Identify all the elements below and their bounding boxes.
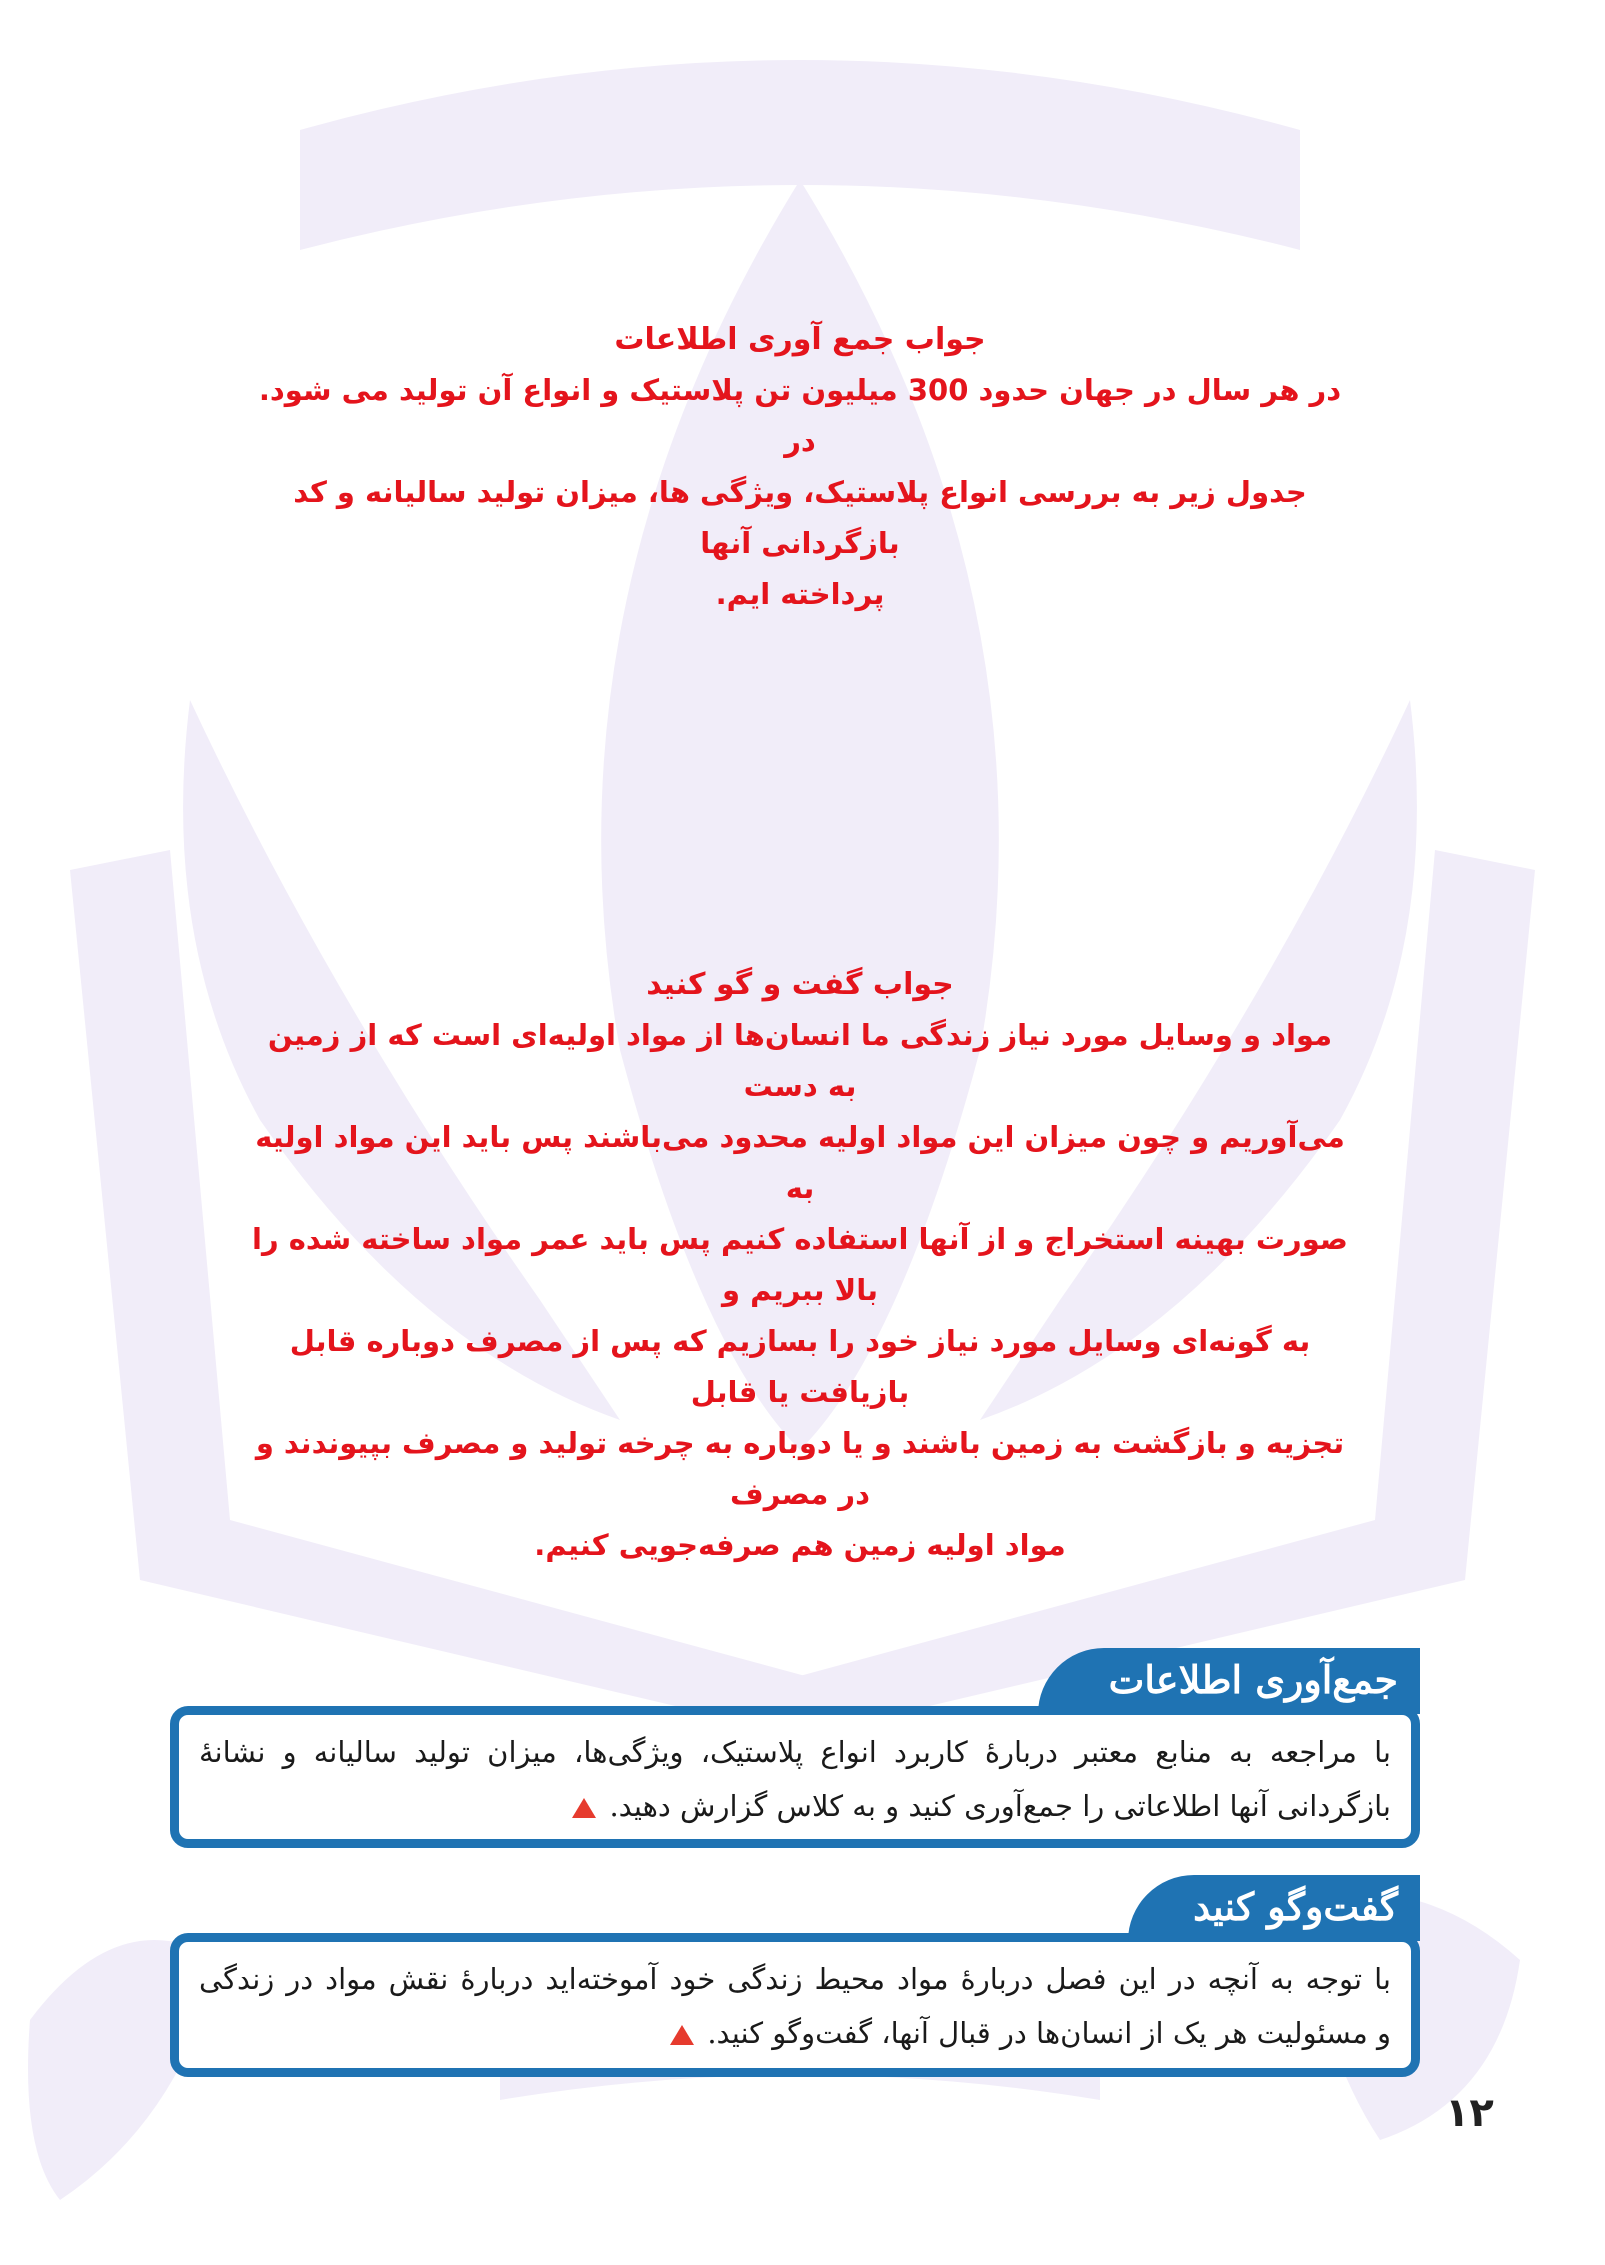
page-number: ۱۲ xyxy=(1445,2090,1494,2136)
textbook-gathering-heading: جمع‌آوری اطلاعات xyxy=(1038,1648,1420,1714)
answer-discussion-line: مواد اولیه زمین هم صرفه‌جویی کنیم. xyxy=(534,1528,1066,1562)
textbook-discussion-frame xyxy=(170,1933,1420,2077)
answer-gathering-line: در هر سال در جهان حدود 300 میلیون تن پلاستیک و انواع آن تولید می شود. در xyxy=(258,373,1342,458)
answer-discussion-line: می‌آوریم و چون میزان این مواد اولیه محدود می‌باشند پس باید این مواد اولیه به xyxy=(255,1120,1345,1205)
answer-discussion-line: مواد و وسایل مورد نیاز زندگی ما انسان‌ها از مواد اولیه‌ای است که از زمین به دست xyxy=(267,1018,1333,1103)
textbook-gathering-section xyxy=(170,1648,1420,1848)
answer-discussion-block xyxy=(250,960,1350,1571)
textbook-discussion-line: با توجه به آنچه در این فصل دربارۀ مواد محیط زندگی خود آموخته‌اید دربارۀ نقش مواد در زندگی xyxy=(199,1962,1391,1996)
textbook-discussion-section xyxy=(170,1875,1420,2075)
answer-discussion-title: جواب گفت و گو کنید xyxy=(646,967,954,1002)
answer-discussion-line: به گونه‌ای وسایل مورد نیاز خود را بسازیم که پس از مصرف دوباره قابل بازیافت یا قابل xyxy=(289,1324,1311,1409)
red-triangle-icon xyxy=(571,1797,597,1819)
textbook-gathering-line: با مراجعه به منابع معتبر دربارۀ کاربرد انواع پلاستیک، ویژگی‌ها، میزان تولید سالیانه و نشانۀ xyxy=(199,1735,1391,1769)
textbook-discussion-line-last xyxy=(199,2006,1391,2060)
answer-gathering-title: جواب جمع آوری اطلاعات xyxy=(614,322,986,357)
textbook-gathering-line-text: بازگردانی آنها اطلاعاتی را جمع‌آوری کنید و به کلاس گزارش دهید. xyxy=(609,1789,1391,1823)
textbook-gathering-frame xyxy=(170,1706,1420,1848)
textbook-discussion-heading: گفت‌وگو کنید xyxy=(1128,1875,1420,1941)
answer-gathering-block xyxy=(250,315,1350,620)
answer-discussion-line: تجزیه و بازگشت به زمین باشند و یا دوباره به چرخه تولید و مصرف بپیوندند و در مصرف xyxy=(255,1426,1345,1511)
answer-discussion-line: صورت بهینه استخراج و از آنها استفاده کنیم پس باید عمر مواد ساخته شده را بالا ببریم و xyxy=(252,1222,1348,1307)
red-triangle-icon xyxy=(669,2024,695,2046)
textbook-discussion-line-text: و مسئولیت هر یک از انسان‌ها در قبال آنها، گفت‌وگو کنید. xyxy=(707,2016,1391,2050)
answer-gathering-line: پرداخته ایم. xyxy=(715,577,885,611)
textbook-gathering-line-last xyxy=(199,1779,1391,1833)
answer-gathering-line: جدول زیر به بررسی انواع پلاستیک، ویژگی ها، میزان تولید سالیانه و کد بازگردانی آنها xyxy=(293,475,1307,560)
